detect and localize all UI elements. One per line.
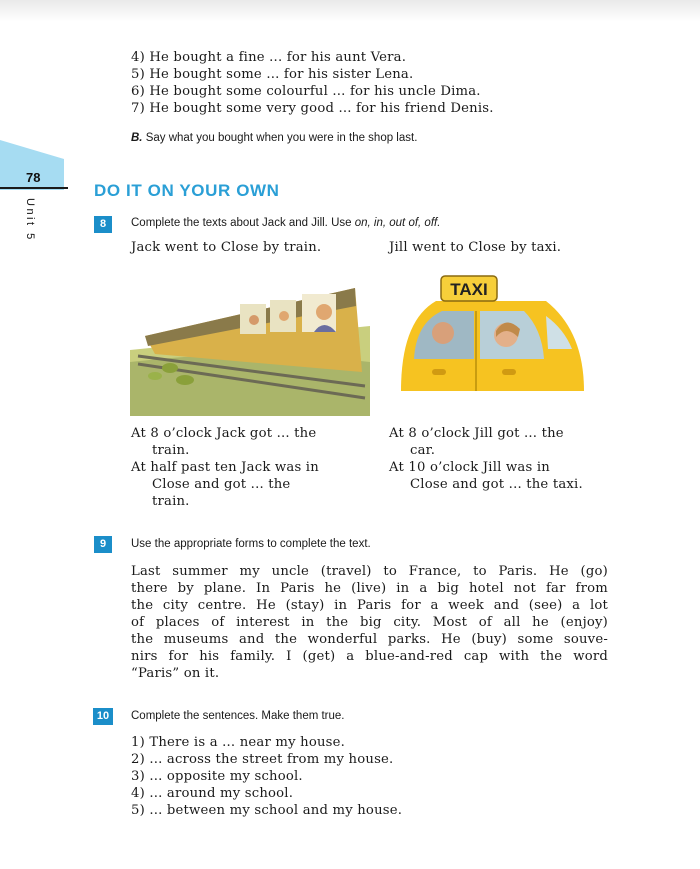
list-item: 4) He bought a fine ... for his aunt Vera. bbox=[131, 50, 407, 65]
paragraph-line: nirs for his family. I (get) a blue-and-red cap with the word bbox=[131, 649, 608, 664]
paragraph-line: “Paris” on it. bbox=[131, 666, 220, 681]
train-illustration bbox=[130, 276, 370, 416]
exercise-9-instruction: Use the appropriate forms to complete the text. bbox=[131, 538, 371, 550]
list-item: 7) He bought some very good ... for his friend Denis. bbox=[131, 101, 494, 116]
paragraph-line: of places of interest in the big city. Most of all he (enjoy) bbox=[131, 615, 608, 630]
jack-line: train. bbox=[152, 443, 190, 458]
taxi-illustration bbox=[396, 271, 586, 411]
task-b-text: Say what you bought when you were in the shop last. bbox=[145, 132, 418, 144]
jack-text bbox=[131, 425, 319, 510]
exercise-8-number: 8 bbox=[94, 216, 112, 233]
taxi-sign: TAXI bbox=[450, 280, 488, 299]
page-number: 78 bbox=[26, 170, 41, 185]
jack-line: At 8 o’clock Jack got ... the bbox=[131, 426, 317, 441]
jill-line: At 10 o’clock Jill was in bbox=[389, 460, 550, 475]
paragraph-line: Last summer my uncle (travel) to France, to Paris. He (go) bbox=[131, 564, 608, 579]
top-exercise-list bbox=[131, 49, 494, 117]
list-item: 1) There is a ... near my house. bbox=[131, 735, 346, 750]
section-title: DO IT ON YOUR OWN bbox=[94, 181, 280, 200]
jack-line: train. bbox=[152, 494, 190, 509]
paragraph-line: the museums and the wonderful parks. He (buy) some souve- bbox=[131, 632, 608, 647]
exercise-10-list bbox=[131, 734, 402, 819]
jill-title: Jill went to Close by taxi. bbox=[389, 240, 562, 255]
page-number-rule bbox=[0, 187, 68, 189]
exercise-8-instruction bbox=[131, 217, 440, 229]
list-item: 5) He bought some ... for his sister Lena. bbox=[131, 67, 414, 82]
exercise-9-number: 9 bbox=[94, 536, 112, 553]
jill-text bbox=[389, 425, 583, 493]
task-b-label: B. bbox=[131, 132, 143, 144]
jill-line: car. bbox=[410, 443, 436, 458]
exercise-9-paragraph bbox=[131, 563, 608, 682]
exercise-8-words: on, in, out of, off. bbox=[354, 217, 441, 229]
jill-line: Close and got ... the taxi. bbox=[410, 477, 583, 492]
exercise-10-number: 10 bbox=[93, 708, 113, 725]
unit-label: Unit 5 bbox=[24, 198, 36, 242]
jack-line: At half past ten Jack was in bbox=[131, 460, 319, 475]
jill-line: At 8 o’clock Jill got ... the bbox=[389, 426, 564, 441]
list-item: 5) ... between my school and my house. bbox=[131, 803, 403, 818]
jack-line: Close and got ... the bbox=[152, 477, 291, 492]
list-item: 4) ... around my school. bbox=[131, 786, 294, 801]
paragraph-line: the city centre. He (stay) in Paris for a week and (see) a lot bbox=[131, 598, 608, 613]
paragraph-line: there by plane. In Paris he (live) in a big hotel not far from bbox=[131, 581, 608, 596]
list-item: 6) He bought some colourful ... for his uncle Dima. bbox=[131, 84, 481, 99]
page-top-shadow bbox=[0, 0, 700, 22]
exercise-8-instruction-text: Complete the texts about Jack and Jill. Use bbox=[131, 217, 352, 229]
task-b-instruction bbox=[131, 132, 417, 144]
jack-title: Jack went to Close by train. bbox=[131, 240, 322, 255]
exercise-10-instruction: Complete the sentences. Make them true. bbox=[131, 710, 345, 722]
list-item: 2) ... across the street from my house. bbox=[131, 752, 394, 767]
list-item: 3) ... opposite my school. bbox=[131, 769, 303, 784]
